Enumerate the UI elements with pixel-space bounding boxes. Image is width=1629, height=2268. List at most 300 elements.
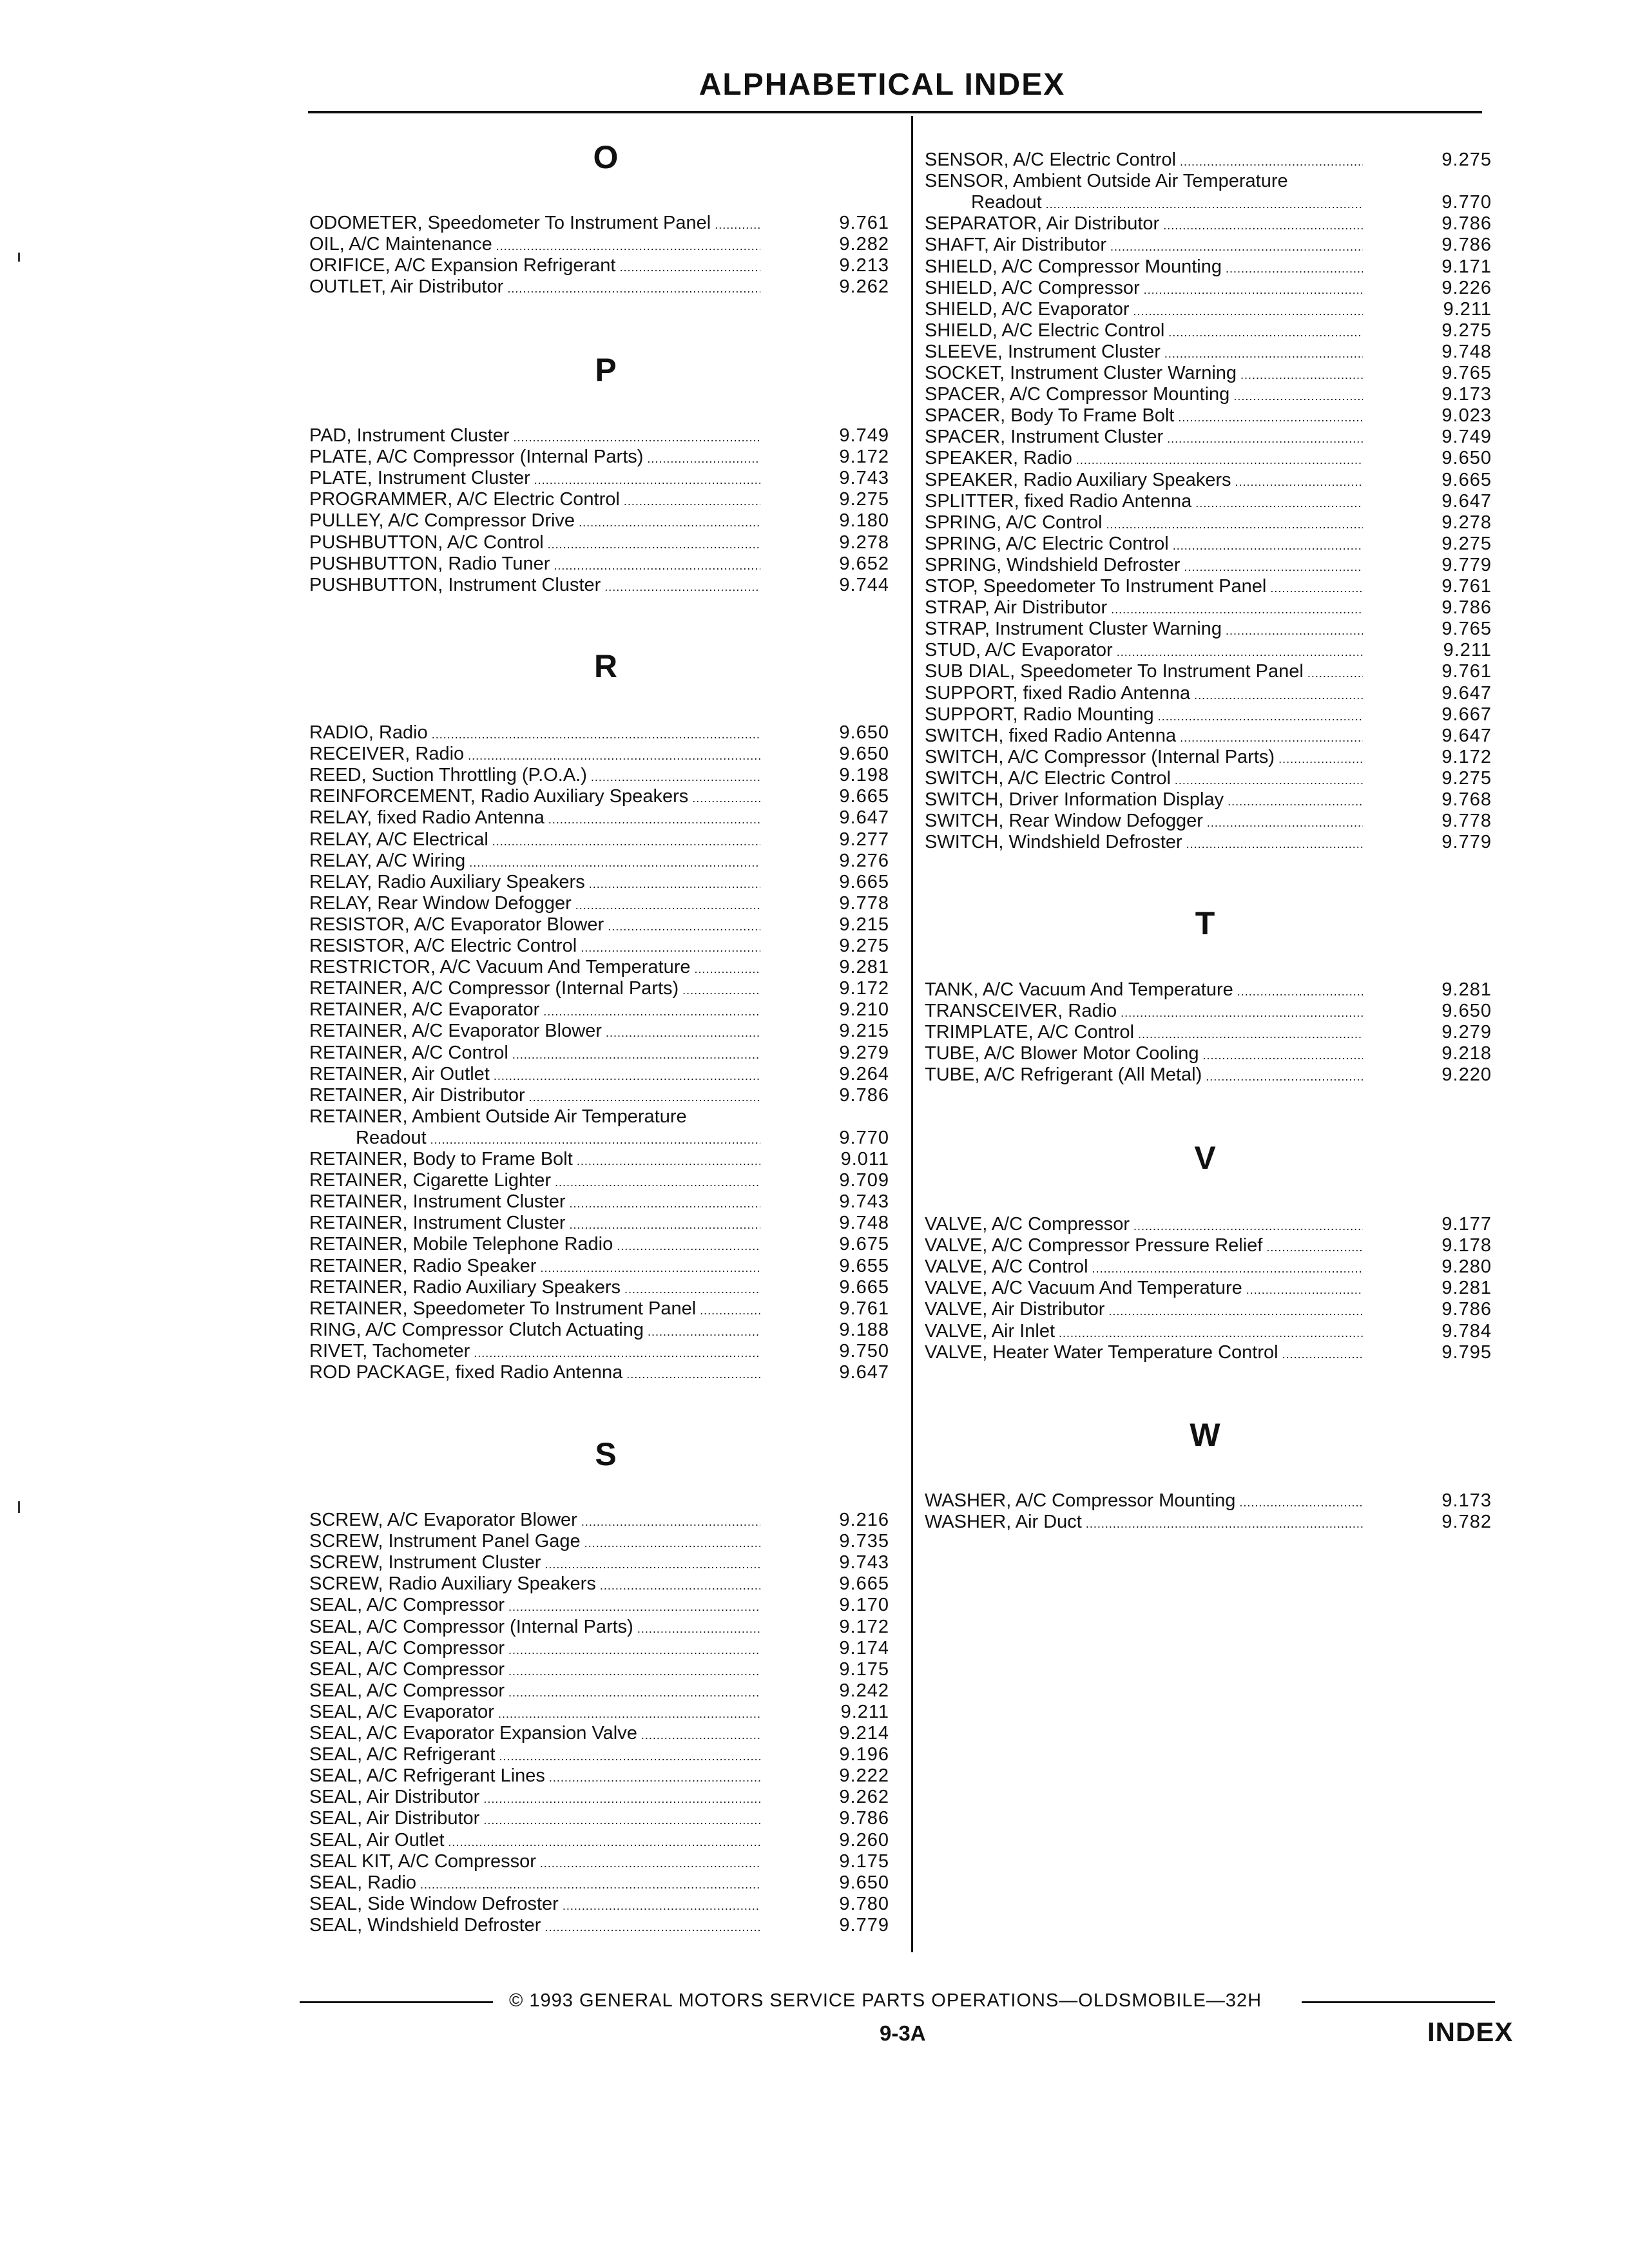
entry-page: 9.749 xyxy=(1441,427,1492,448)
index-entry xyxy=(925,278,1492,299)
entry-label: TUBE, A/C Blower Motor Cooling ..... xyxy=(925,1043,1363,1066)
index-entry xyxy=(309,1573,889,1595)
index-entry xyxy=(925,1321,1492,1342)
entry-page: 9.213 xyxy=(839,255,889,276)
index-entry xyxy=(309,1872,889,1894)
entry-label: SEPARATOR, Air Distributor ..... xyxy=(925,213,1363,236)
entry-page: 9.276 xyxy=(839,850,889,871)
index-entry xyxy=(925,470,1492,491)
entry-label: RELAY, fixed Radio Antenna ..... xyxy=(309,807,760,831)
index-entry xyxy=(925,1342,1492,1363)
entry-label: SHIELD, A/C Compressor ..... xyxy=(925,278,1363,301)
index-entry xyxy=(309,829,889,850)
index-entry xyxy=(309,1213,889,1234)
entry-page: 9.667 xyxy=(1441,704,1492,725)
entry-page: 9.779 xyxy=(1441,832,1492,853)
entry-label: SWITCH, A/C Electric Control ..... xyxy=(925,768,1363,791)
entry-page: 9.174 xyxy=(839,1637,889,1658)
index-entry xyxy=(925,1490,1492,1512)
entry-page: 9.279 xyxy=(839,1042,889,1063)
index-entry xyxy=(309,553,889,575)
index-entry xyxy=(309,1021,889,1042)
entry-label: SEAL, Air Outlet ..... xyxy=(309,1830,760,1853)
index-entry xyxy=(309,1531,889,1552)
entry-label: RETAINER, Mobile Telephone Radio ..... xyxy=(309,1234,760,1257)
index-entry xyxy=(925,405,1492,427)
entry-page: 9.647 xyxy=(839,1362,889,1383)
entry-page: 9.650 xyxy=(1441,448,1492,469)
index-entry xyxy=(309,872,889,893)
index-entry xyxy=(925,235,1492,256)
entry-page: 9.281 xyxy=(1441,1278,1492,1299)
entry-page: 9.211 xyxy=(1443,298,1492,320)
entry-page: 9.647 xyxy=(1441,682,1492,704)
index-entry xyxy=(309,1702,889,1723)
entry-label: PLATE, A/C Compressor (Internal Parts) ..... xyxy=(309,447,760,470)
index-entry xyxy=(925,299,1492,320)
entry-label: SEAL, Side Window Defroster ..... xyxy=(309,1894,760,1917)
index-entry xyxy=(309,850,889,872)
entry-page: 9.242 xyxy=(839,1680,889,1701)
entry-page: 9.786 xyxy=(1441,235,1492,256)
entry-label: SEAL, A/C Compressor ..... xyxy=(309,1659,760,1682)
index-entry xyxy=(309,1128,889,1149)
entry-label: SUPPORT, fixed Radio Antenna ..... xyxy=(925,683,1363,706)
index-entry xyxy=(925,1043,1492,1064)
entry-page: 9.218 xyxy=(1441,1043,1492,1064)
entry-page: 9.779 xyxy=(1441,554,1492,575)
entry-page: 9.279 xyxy=(1441,1022,1492,1043)
entry-label: RETAINER, A/C Compressor (Internal Parts) ..... xyxy=(309,978,760,1001)
entry-page: 9.786 xyxy=(1441,213,1492,235)
index-entry xyxy=(925,979,1492,1001)
index-entry xyxy=(925,384,1492,405)
index-entry xyxy=(309,1234,889,1255)
page-number: 9-3A xyxy=(880,2021,926,2045)
index-entry xyxy=(925,256,1492,278)
entry-page: 9.765 xyxy=(1441,619,1492,640)
entry-page: 9.650 xyxy=(1441,1001,1492,1022)
index-entry xyxy=(309,1659,889,1680)
entry-page: 9.172 xyxy=(839,978,889,999)
entry-label: SCREW, Instrument Panel Gage ..... xyxy=(309,1531,760,1554)
entry-label: SEAL, Windshield Defroster ..... xyxy=(309,1915,760,1938)
index-entry xyxy=(309,1043,889,1064)
entry-page: 9.761 xyxy=(1441,661,1492,682)
entry-page: 9.196 xyxy=(839,1744,889,1765)
section-heading-v: V xyxy=(1194,1140,1216,1176)
entry-label: SEAL, Air Distributor ..... xyxy=(309,1808,760,1831)
entry-page: 9.786 xyxy=(1441,1299,1492,1320)
entry-page: 9.226 xyxy=(1441,277,1492,298)
index-entry xyxy=(925,1299,1492,1320)
index-entry xyxy=(925,1256,1492,1278)
index-entry xyxy=(309,1298,889,1320)
entry-label: SUPPORT, Radio Mounting ..... xyxy=(925,704,1363,727)
entry-label: VALVE, Air Distributor ..... xyxy=(925,1299,1363,1322)
entry-label: RING, A/C Compressor Clutch Actuating ..... xyxy=(309,1320,760,1343)
index-entry xyxy=(925,597,1492,619)
index-entry xyxy=(309,1787,889,1808)
entry-label: SLEEVE, Instrument Cluster ..... xyxy=(925,341,1363,365)
entry-label: RETAINER, Body to Frame Bolt ..... xyxy=(309,1149,760,1172)
entry-label: SPRING, A/C Control ..... xyxy=(925,512,1363,535)
entry-page: 9.215 xyxy=(839,1021,889,1042)
entry-page: 9.275 xyxy=(1441,320,1492,341)
entry-label: RETAINER, Speedometer To Instrument Panel ..... xyxy=(309,1298,760,1321)
entry-page: 9.211 xyxy=(840,1701,889,1722)
entry-label: WASHER, A/C Compressor Mounting ..... xyxy=(925,1490,1363,1514)
index-entry xyxy=(925,576,1492,597)
entry-label: STRAP, Instrument Cluster Warning ..... xyxy=(925,619,1363,642)
entry-label: VALVE, A/C Compressor Pressure Relief ..... xyxy=(925,1235,1363,1258)
index-entry xyxy=(925,427,1492,448)
entry-label: PLATE, Instrument Cluster ..... xyxy=(309,468,760,491)
entry-label: SHIELD, A/C Evaporator ..... xyxy=(925,299,1363,322)
entry-page: 9.172 xyxy=(1441,746,1492,767)
entry-label: SEAL, Air Distributor ..... xyxy=(309,1787,760,1810)
index-entry xyxy=(309,999,889,1021)
entry-label: RETAINER, A/C Evaporator Blower ..... xyxy=(309,1021,760,1044)
entry-page: 9.275 xyxy=(839,936,889,956)
entry-page: 9.652 xyxy=(839,553,889,574)
index-entry xyxy=(925,512,1492,533)
entry-page: 9.210 xyxy=(839,999,889,1021)
entry-label: SWITCH, fixed Radio Antenna ..... xyxy=(925,726,1363,749)
entry-label: SCREW, Radio Auxiliary Speakers ..... xyxy=(309,1573,760,1597)
index-entry xyxy=(925,555,1492,576)
entry-label: TRANSCEIVER, Radio ..... xyxy=(925,1001,1363,1024)
index-entry xyxy=(925,341,1492,363)
entry-page: 9.647 xyxy=(1441,725,1492,746)
page-title: ALPHABETICAL INDEX xyxy=(699,68,1066,102)
entry-label: RESISTOR, A/C Evaporator Blower ..... xyxy=(309,914,760,937)
entry-page: 9.216 xyxy=(839,1510,889,1530)
entry-label: RECEIVER, Radio ..... xyxy=(309,744,760,767)
entry-page: 9.172 xyxy=(839,447,889,468)
index-entry xyxy=(309,1085,889,1106)
index-entry xyxy=(309,1191,889,1213)
index-entry xyxy=(309,255,889,276)
entry-label: SCREW, A/C Evaporator Blower ..... xyxy=(309,1510,760,1533)
entry-label: SHAFT, Air Distributor ..... xyxy=(925,235,1363,258)
entry-page: 9.743 xyxy=(839,1552,889,1573)
index-entry xyxy=(925,811,1492,832)
entry-page: 9.665 xyxy=(839,1276,889,1298)
entry-page: 9.175 xyxy=(839,1658,889,1680)
index-entry xyxy=(309,786,889,807)
index-entry xyxy=(925,1512,1492,1533)
entry-page: 9.786 xyxy=(839,1808,889,1829)
entry-page: 9.173 xyxy=(1441,1490,1492,1511)
index-entry xyxy=(925,1235,1492,1256)
entry-label: SEAL, A/C Evaporator ..... xyxy=(309,1702,760,1725)
entry-label: SWITCH, Driver Information Display ..... xyxy=(925,789,1363,812)
entry-label: SPACER, A/C Compressor Mounting ..... xyxy=(925,384,1363,407)
index-entry xyxy=(309,807,889,829)
index-entry xyxy=(925,491,1492,512)
index-entry xyxy=(925,640,1492,661)
entry-label: SOCKET, Instrument Cluster Warning ..... xyxy=(925,363,1363,386)
index-entry xyxy=(925,661,1492,682)
entry-page: 9.177 xyxy=(1441,1214,1492,1235)
index-entry xyxy=(309,1595,889,1616)
index-entry xyxy=(309,914,889,936)
entry-page: 9.173 xyxy=(1441,384,1492,405)
entry-label: Readout ..... xyxy=(971,192,1363,215)
entry-page: 9.214 xyxy=(839,1723,889,1744)
entry-label: TANK, A/C Vacuum And Temperature ..... xyxy=(925,979,1363,1003)
entry-page: 9.260 xyxy=(839,1829,889,1850)
entry-page: 9.188 xyxy=(839,1319,889,1340)
section-heading-w: W xyxy=(1190,1417,1220,1453)
index-entry xyxy=(309,936,889,957)
entry-page: 9.765 xyxy=(1441,363,1492,383)
entry-label: SEAL, A/C Compressor ..... xyxy=(309,1638,760,1661)
entry-label: SEAL, A/C Refrigerant Lines ..... xyxy=(309,1765,760,1789)
index-entry xyxy=(309,276,889,298)
index-entry xyxy=(309,1510,889,1531)
index-entry xyxy=(309,1808,889,1829)
footer-copyright: © 1993 GENERAL MOTORS SERVICE PARTS OPERATIONS—OLDSMOBILE—32H xyxy=(509,1990,1262,2011)
entry-page: 9.655 xyxy=(839,1255,889,1276)
index-entry xyxy=(309,447,889,468)
entry-label: RETAINER, Radio Speaker ..... xyxy=(309,1256,760,1279)
index-entry xyxy=(925,1214,1492,1235)
entry-label: PROGRAMMER, A/C Electric Control ..... xyxy=(309,489,760,512)
entry-label: WASHER, Air Duct ..... xyxy=(925,1512,1363,1535)
margin-mark xyxy=(18,253,20,262)
entry-label: SPACER, Instrument Cluster ..... xyxy=(925,427,1363,450)
entry-label: OIL, A/C Maintenance ..... xyxy=(309,234,760,257)
index-entry xyxy=(309,1256,889,1277)
entry-label: PUSHBUTTON, Instrument Cluster ..... xyxy=(309,575,760,598)
entry-page: 9.778 xyxy=(1441,811,1492,832)
entry-page: 9.743 xyxy=(839,468,889,489)
index-entry xyxy=(309,1723,889,1744)
index-entry xyxy=(925,683,1492,704)
entry-label: SENSOR, A/C Electric Control ..... xyxy=(925,149,1363,173)
entry-page: 9.761 xyxy=(839,1298,889,1319)
entry-label: VALVE, Air Inlet ..... xyxy=(925,1321,1363,1344)
index-entry xyxy=(309,489,889,510)
index-entry xyxy=(925,1022,1492,1043)
entry-page: 9.744 xyxy=(839,574,889,595)
entry-page: 9.786 xyxy=(839,1084,889,1106)
entry-page: 9.665 xyxy=(839,1573,889,1595)
entry-page: 9.650 xyxy=(839,722,889,743)
entry-label: Readout ..... xyxy=(356,1128,760,1151)
entry-label: RESISTOR, A/C Electric Control ..... xyxy=(309,936,760,959)
footer-rule-right xyxy=(1302,2001,1495,2003)
entry-label: SPEAKER, Radio Auxiliary Speakers ..... xyxy=(925,470,1363,493)
entry-label: SCREW, Instrument Cluster ..... xyxy=(309,1552,760,1575)
entry-label: SEAL, A/C Compressor ..... xyxy=(309,1680,760,1704)
entry-label: ROD PACKAGE, fixed Radio Antenna ..... xyxy=(309,1362,760,1385)
entry-page: 9.282 xyxy=(839,234,889,255)
entry-label: RELAY, A/C Electrical ..... xyxy=(309,829,760,852)
entry-page: 9.665 xyxy=(839,786,889,807)
index-entry xyxy=(309,744,889,765)
index-entry xyxy=(309,1341,889,1362)
index-entry xyxy=(309,893,889,914)
entry-page: 9.220 xyxy=(1441,1064,1492,1086)
index-entry xyxy=(309,957,889,978)
entry-page: 9.675 xyxy=(839,1234,889,1255)
entry-label: SEAL, A/C Compressor ..... xyxy=(309,1595,760,1618)
entry-label: SWITCH, A/C Compressor (Internal Parts) ..... xyxy=(925,747,1363,770)
entry-page: 9.281 xyxy=(839,957,889,978)
entry-label: SPLITTER, fixed Radio Antenna ..... xyxy=(925,491,1363,514)
entry-page: 9.784 xyxy=(1441,1320,1492,1341)
entry-label: SHIELD, A/C Electric Control ..... xyxy=(925,320,1363,343)
entry-page: 9.023 xyxy=(1441,405,1492,427)
entry-page: 9.795 xyxy=(1441,1341,1492,1363)
entry-label: PUSHBUTTON, Radio Tuner ..... xyxy=(309,553,760,577)
index-entry xyxy=(309,1552,889,1573)
entry-page: 9.275 xyxy=(1441,149,1492,170)
index-entry xyxy=(925,1064,1492,1086)
entry-label: SEAL, A/C Evaporator Expansion Valve ..... xyxy=(309,1723,760,1746)
title-rule xyxy=(308,111,1482,113)
entry-page: 9.782 xyxy=(1441,1512,1492,1533)
entry-page: 9.650 xyxy=(839,744,889,765)
index-entry xyxy=(925,533,1492,555)
index-entry xyxy=(309,575,889,596)
entry-page: 9.709 xyxy=(839,1170,889,1191)
entry-label: RELAY, Radio Auxiliary Speakers ..... xyxy=(309,872,760,895)
entry-page: 9.779 xyxy=(839,1914,889,1936)
entry-page: 9.650 xyxy=(839,1872,889,1893)
index-entry xyxy=(925,619,1492,640)
entry-label: RIVET, Tachometer ..... xyxy=(309,1341,760,1364)
entry-label: STUD, A/C Evaporator ..... xyxy=(925,640,1363,663)
index-entry xyxy=(925,1278,1492,1299)
index-entry xyxy=(925,832,1492,853)
entry-label: SEAL, A/C Compressor (Internal Parts) ..... xyxy=(309,1617,760,1640)
entry-page: 9.275 xyxy=(1441,533,1492,554)
index-entry xyxy=(309,1617,889,1638)
entry-page: 9.778 xyxy=(839,892,889,914)
index-entry xyxy=(309,978,889,999)
entry-label: REED, Suction Throttling (P.O.A.) ..... xyxy=(309,765,760,788)
index-entry xyxy=(925,171,1492,192)
index-entry xyxy=(309,1915,889,1936)
entry-page: 9.281 xyxy=(1441,979,1492,1000)
entry-page: 9.786 xyxy=(1441,597,1492,619)
entry-label: RADIO, Radio ..... xyxy=(309,722,760,745)
entry-label: RELAY, A/C Wiring ..... xyxy=(309,850,760,874)
entry-label: VALVE, Heater Water Temperature Control ..... xyxy=(925,1342,1363,1365)
index-entry xyxy=(309,425,889,447)
entry-page: 9.735 xyxy=(839,1531,889,1552)
index-entry xyxy=(925,768,1492,789)
section-heading-r: R xyxy=(593,648,618,684)
entry-label: SEAL KIT, A/C Compressor ..... xyxy=(309,1851,760,1874)
entry-page: 9.748 xyxy=(839,1213,889,1234)
entry-label: RETAINER, Air Outlet ..... xyxy=(309,1064,760,1087)
index-entry xyxy=(309,234,889,255)
entry-page: 9.278 xyxy=(1441,512,1492,533)
entry-page: 9.275 xyxy=(1441,767,1492,789)
entry-label: SWITCH, Rear Window Defogger ..... xyxy=(925,811,1363,834)
entry-label: RELAY, Rear Window Defogger ..... xyxy=(309,893,760,916)
entry-page: 9.665 xyxy=(1441,469,1492,490)
entry-label: VALVE, A/C Compressor ..... xyxy=(925,1214,1363,1237)
entry-page: 9.761 xyxy=(839,213,889,233)
entry-page: 9.171 xyxy=(1441,256,1492,277)
entry-label: PUSHBUTTON, A/C Control ..... xyxy=(309,532,760,555)
section-label: INDEX xyxy=(1427,2017,1514,2047)
entry-page: 9.665 xyxy=(839,871,889,892)
index-entry xyxy=(309,1744,889,1765)
entry-page: 9.178 xyxy=(1441,1235,1492,1256)
index-entry xyxy=(309,1170,889,1191)
index-entry xyxy=(925,726,1492,747)
entry-label: SPACER, Body To Frame Bolt ..... xyxy=(925,405,1363,428)
entry-page: 9.011 xyxy=(840,1149,889,1169)
index-entry xyxy=(309,1765,889,1787)
index-entry xyxy=(309,1106,889,1128)
index-entry xyxy=(925,149,1492,171)
index-entry xyxy=(309,1680,889,1702)
index-entry xyxy=(309,468,889,489)
entry-page: 9.770 xyxy=(839,1127,889,1148)
entry-page: 9.743 xyxy=(839,1191,889,1213)
footer-rule-left xyxy=(300,2001,493,2003)
entry-page: 9.761 xyxy=(1441,576,1492,597)
entry-page: 9.275 xyxy=(839,489,889,510)
entry-label: SEAL, Radio ..... xyxy=(309,1872,760,1896)
entry-page: 9.262 xyxy=(839,276,889,298)
entry-page: 9.172 xyxy=(839,1616,889,1637)
entry-label: TRIMPLATE, A/C Control ..... xyxy=(925,1022,1363,1045)
index-entry xyxy=(925,747,1492,768)
entry-label: TUBE, A/C Refrigerant (All Metal) ..... xyxy=(925,1064,1363,1088)
index-entry xyxy=(309,213,889,234)
index-entry xyxy=(925,320,1492,341)
entry-label: RETAINER, Instrument Cluster ..... xyxy=(309,1213,760,1236)
entry-label: SPRING, A/C Electric Control ..... xyxy=(925,533,1363,557)
margin-mark xyxy=(18,1501,20,1513)
index-entry xyxy=(925,213,1492,235)
entry-page: 9.170 xyxy=(839,1595,889,1616)
index-entry xyxy=(309,1149,889,1170)
entry-label: RETAINER, Instrument Cluster ..... xyxy=(309,1191,760,1215)
entry-label: RESTRICTOR, A/C Vacuum And Temperature ..... xyxy=(309,957,760,980)
entry-label: SPEAKER, Radio ..... xyxy=(925,448,1363,471)
entry-page: 9.748 xyxy=(1441,341,1492,362)
entry-label: SENSOR, Ambient Outside Air Temperature xyxy=(925,171,1288,192)
entry-page: 9.211 xyxy=(1443,640,1492,661)
entry-label: STRAP, Air Distributor ..... xyxy=(925,597,1363,620)
entry-label: VALVE, A/C Vacuum And Temperature ..... xyxy=(925,1278,1363,1301)
entry-page: 9.780 xyxy=(839,1893,889,1914)
index-entry xyxy=(925,192,1492,213)
entry-label: OUTLET, Air Distributor ..... xyxy=(309,276,760,300)
entry-label: SHIELD, A/C Compressor Mounting ..... xyxy=(925,256,1363,280)
entry-page: 9.264 xyxy=(839,1063,889,1084)
entry-page: 9.770 xyxy=(1441,192,1492,213)
entry-label: SPRING, Windshield Defroster ..... xyxy=(925,555,1363,578)
entry-label: REINFORCEMENT, Radio Auxiliary Speakers ..... xyxy=(309,786,760,809)
entry-page: 9.222 xyxy=(839,1765,889,1787)
entry-label: STOP, Speedometer To Instrument Panel ..... xyxy=(925,576,1363,599)
index-entry xyxy=(309,1064,889,1085)
entry-page: 9.277 xyxy=(839,829,889,850)
entry-label: RETAINER, Ambient Outside Air Temperature xyxy=(309,1106,687,1127)
entry-label: SUB DIAL, Speedometer To Instrument Panel ..... xyxy=(925,661,1363,684)
